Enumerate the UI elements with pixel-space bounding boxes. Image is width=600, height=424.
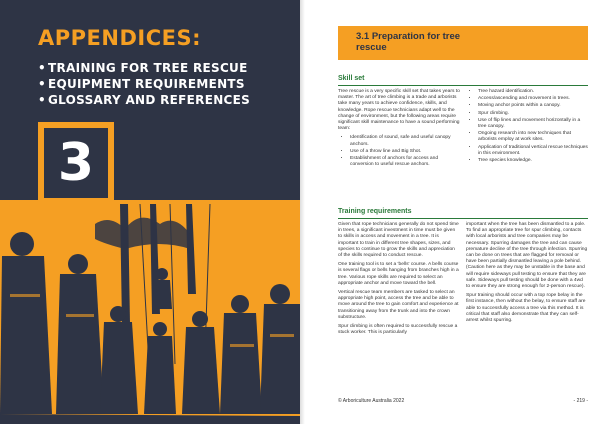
list-item: • Moving anchor points within a canopy.: [478, 103, 588, 109]
chapter-number-box: [38, 122, 114, 204]
bullet: •: [38, 77, 46, 91]
bullet: •: [38, 61, 46, 75]
page-number: - 219 -: [573, 398, 588, 404]
list-item: • Tree hazard identification.: [478, 89, 588, 95]
appendix-item: • TRAINING FOR TREE RESCUE: [38, 61, 248, 75]
training-right-column: [466, 222, 588, 327]
section-title: 3.1 Preparation for tree rescue: [356, 31, 461, 53]
list-item: • Tree species knowledge.: [478, 158, 588, 164]
training-heading: Training requirements: [338, 208, 412, 215]
skill-set-paragraph: Tree rescue is a very specific skill set that takes years to master. The art of tree climbing is a trade and arborists take many years to achieve confidence, skills, and knowledge. Rope rescue technicians adapt well to the change of environment, but the following areas require significant skill maintenance to have a sound performing team:: [338, 89, 460, 132]
chapter-number: 3: [44, 128, 108, 198]
list-item: • Use of flip lines and movement horizontally in a tree canopy.: [478, 118, 588, 130]
appendix-list: [38, 60, 250, 108]
skill-set-heading: Skill set: [338, 75, 365, 82]
paragraph: Given that rope technicians generally do not spend time in trees, a significant investment in time must be given to skills in access and movement in a tree. It is important to train in different tree shapes, sizes, and species to continue to grow the skills and appreciation of the skills required to conduct rescue.: [338, 222, 459, 259]
heading-rule: [338, 218, 588, 219]
rescue-team-illustration: [0, 204, 300, 424]
paragraph: One training tool is to set a 'bells' course. A bells course is several flags or bells hanging from branches high in a tree. Various rope skills are required to select an appropriate anchor and move toward the bell.: [338, 262, 459, 286]
paragraph: Spur climbing is often required to successfully rescue a stuck worker. This is particularly: [338, 324, 458, 336]
list-item: • Spur climbing.: [478, 111, 588, 117]
list-item: • Identification of sound, safe and useful canopy anchors.: [350, 135, 460, 147]
paragraph: Spur training should occur with a top rope belay in the first instance, then without the belay, to ensure staff are able to successfully access a tree via this method. It is critical that staff also demonstrate that they can self-arrest whilst spurring.: [466, 293, 586, 324]
heading-rule: [338, 85, 588, 86]
list-item: • Application of traditional vertical rescue techniques in this environment.: [478, 145, 588, 157]
skill-set-right-column: [466, 89, 588, 165]
appendix-item: • EQUIPMENT REQUIREMENTS: [38, 77, 245, 91]
paragraph: important when the tree has been dismantled to a pole. To find an appropriate tree for spur climbing, contacts with local arborists and tree companies may be necessary. Spurring damages the tree and can cause premature decline of the tree through infection. Spurring can be done on trees that are flagged for removal or have been partially dismantled leaving a pole behind. (Caution here as they may be unstable in the base and will require sideways pull testing to ensure that they are safe. Sideways pull testing should be done with a 4wd to ensure they are strong enough for 2-person rescue).: [466, 222, 588, 290]
skill-set-left-column: [338, 89, 460, 169]
list-item: • Ongoing research into new techniques that arborists employ at work sites.: [478, 131, 588, 143]
training-left-column: [338, 222, 460, 339]
page-spine-shadow: [300, 0, 305, 424]
section-banner: [338, 26, 588, 60]
appendices-title: APPENDICES:: [38, 26, 201, 50]
skill-bullets-left: [338, 135, 460, 168]
copyright: © Arboriculture Australia 2022: [338, 398, 405, 404]
paragraph: Vertical rescue team members are tasked to select an appropriate high point, access the tree and be able to move around the tree to gain comfort and experience at transitioning away from the trunk and into the crown substructure.: [338, 290, 459, 320]
skill-bullets-right: [466, 89, 588, 164]
bullet: •: [38, 93, 46, 107]
appendix-item: • GLOSSARY AND REFERENCES: [38, 93, 251, 107]
right-page: [300, 0, 600, 424]
list-item: • Use of a throw line and Big Shot.: [350, 149, 460, 155]
list-item: • Access/ascending and movement in trees.: [478, 96, 588, 102]
list-item: • Establishment of anchors for access and conversion to useful rescue anchors.: [350, 156, 460, 168]
